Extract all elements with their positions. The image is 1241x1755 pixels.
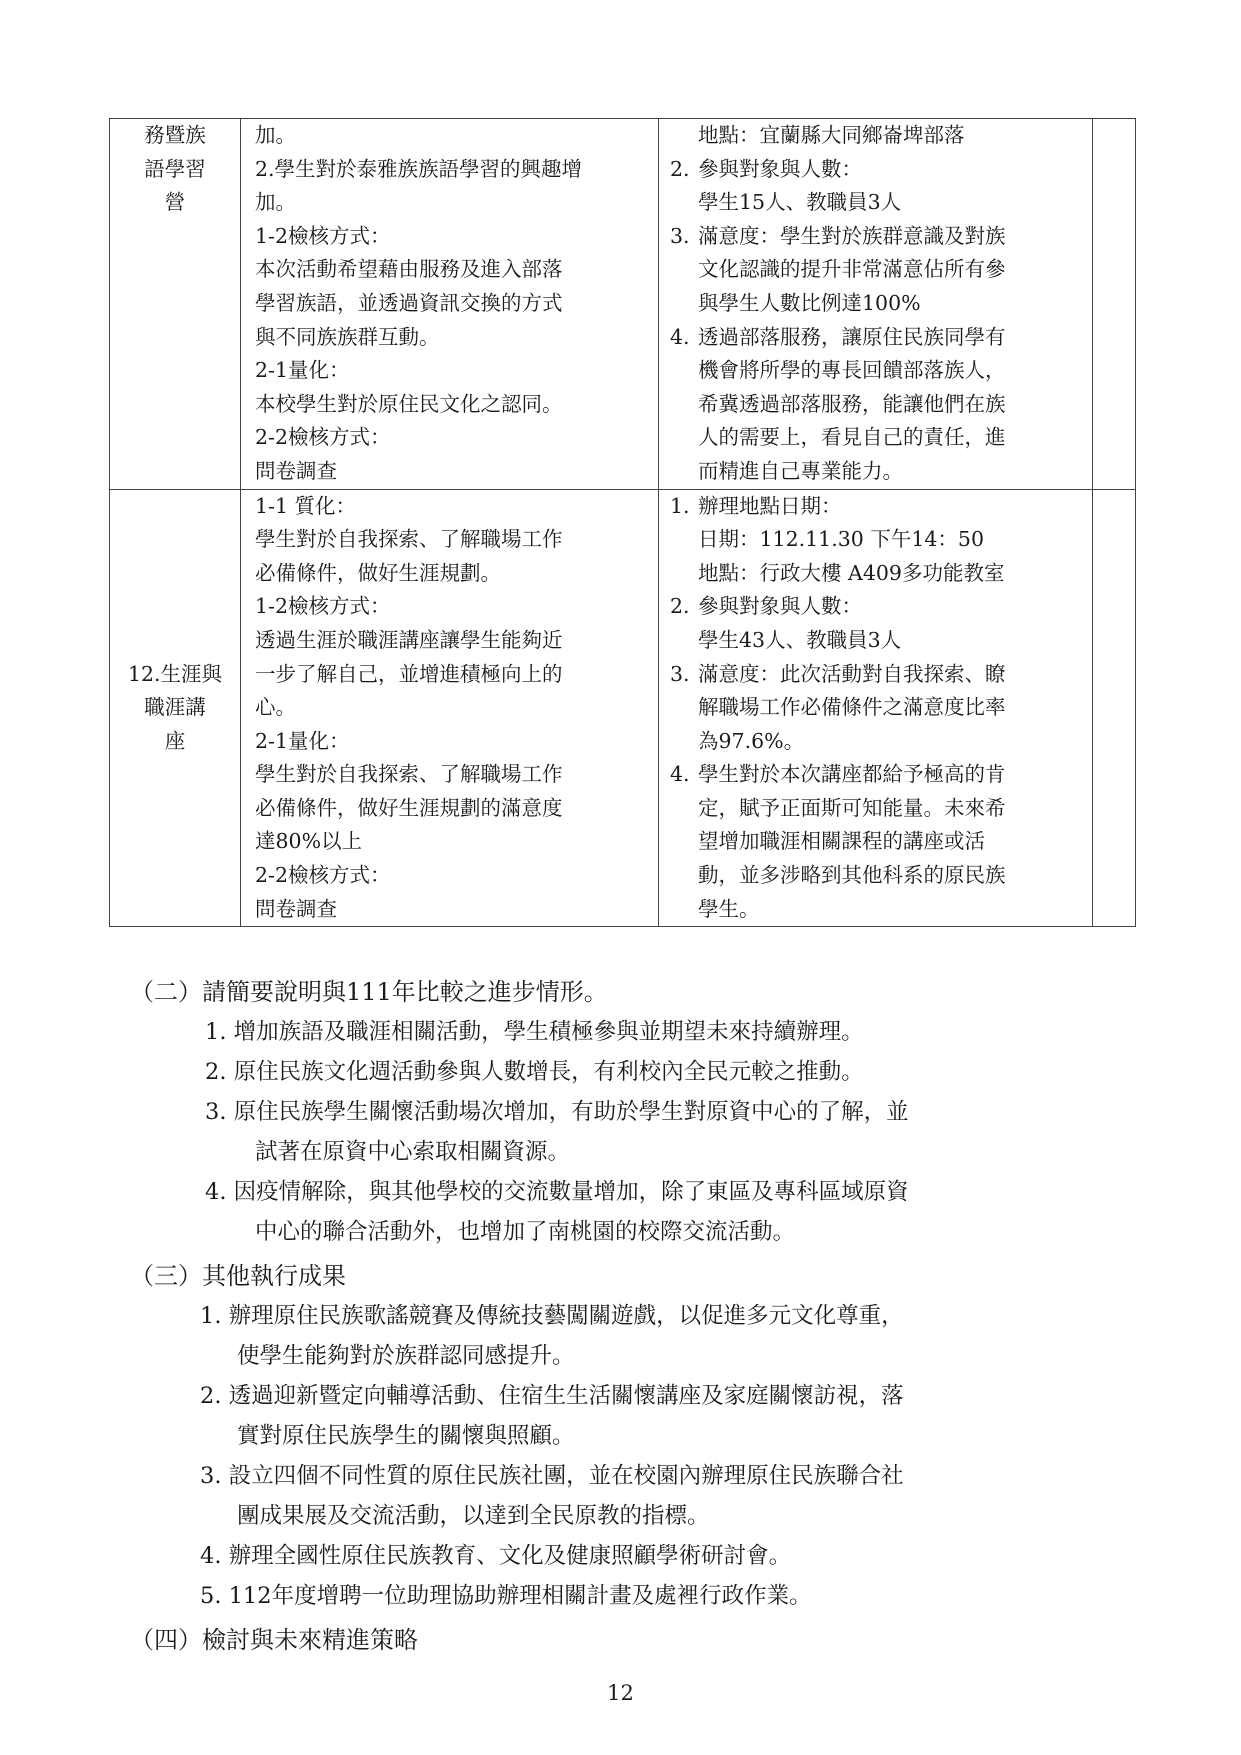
goal-line: 加。 (255, 190, 296, 215)
goal-line: 本校學生對於原住民文化之認同。 (255, 391, 563, 416)
item-name-cell (110, 119, 241, 490)
result-text: 學生15人、教職員3人 (698, 190, 902, 215)
goal-line: 1-2檢核方式： (255, 223, 391, 248)
item-name-cell (110, 489, 241, 927)
section-2-item: 3. 原住民族學生關懷活動場次增加，有助於學生對原資中心的了解，並 (205, 1099, 909, 1125)
result-text: 機會將所學的專長回饋部落族人， (698, 358, 1006, 383)
goal-line: 學生對於自我探索、了解職場工作 (255, 762, 563, 787)
section-2-heading: （二）請簡要說明與111年比較之進步情形。 (130, 978, 608, 1006)
goal-line: 學習族語，並透過資訊交換的方式 (255, 290, 563, 315)
result-line (670, 792, 1092, 826)
result-line (670, 725, 1092, 759)
section-2-item: 4. 因疫情解除，與其他學校的交流數量增加，除了東區及專科區域原資 (205, 1179, 909, 1205)
table-row-continued (110, 119, 1136, 490)
goal-cell (241, 489, 659, 927)
result-line (670, 186, 1092, 220)
section-2-item: 2. 原住民族文化週活動參與人數增長，有利校內全民元較之推動。 (205, 1059, 864, 1085)
result-text: 透過部落服務，讓原住民族同學有 (698, 324, 1006, 349)
result-text: 人的需要上，看見自己的責任，進 (698, 425, 1006, 450)
item-name-line: 職涯講 (144, 695, 206, 720)
result-num: 1. (670, 493, 690, 518)
goal-line: 1-2檢核方式： (255, 594, 391, 619)
result-line (670, 624, 1092, 658)
result-line (670, 287, 1092, 321)
result-num: 2. (670, 594, 690, 619)
goal-line: 與不同族族群互動。 (255, 324, 440, 349)
result-cell (659, 489, 1093, 927)
goal-line: 本次活動希望藉由服務及進入部落 (255, 257, 563, 282)
section-3-item: 2. 透過迎新暨定向輔導活動、住宿生生活關懷講座及家庭關懷訪視，落 (200, 1383, 904, 1409)
result-text: 學生43人、教職員3人 (698, 627, 902, 652)
result-text: 動，並多涉略到其他科系的原民族 (698, 863, 1006, 888)
section-2-item: 1. 增加族語及職涯相關活動，學生積極參與並期望未來持續辦理。 (205, 1019, 864, 1045)
goal-line: 2-2檢核方式： (255, 425, 391, 450)
section-3-item: 1. 辦理原住民族歌謠競賽及傳統技藝闖關遊戲，以促進多元文化尊重， (200, 1303, 904, 1329)
remarks-cell (1093, 489, 1136, 927)
goal-line: 問卷調查 (255, 458, 337, 483)
goal-cell (241, 119, 659, 490)
result-line (670, 557, 1092, 591)
result-line (670, 119, 1092, 153)
result-text: 而精進自己專業能力。 (698, 458, 903, 483)
goal-line: 一步了解自己，並增進積極向上的 (255, 661, 563, 686)
result-num: 4. (670, 762, 690, 787)
section-4-heading: （四）檢討與未來精進策略 (130, 1626, 418, 1654)
goal-line: 2.學生對於泰雅族族語學習的興趣增 (255, 156, 583, 181)
result-text: 學生對於本次講座都給予極高的肯 (698, 762, 1006, 787)
result-line (670, 388, 1092, 422)
result-num: 3. (670, 661, 690, 686)
result-line (670, 523, 1092, 557)
section-3-item: 4. 辦理全國性原住民族教育、文化及健康照顧學術研討會。 (200, 1543, 792, 1569)
result-line (670, 758, 1092, 792)
item-name-line: 12.生涯與 (127, 661, 223, 686)
section-3-item-cont: 團成果展及交流活動，以達到全民原教的指標。 (237, 1503, 710, 1529)
goal-line: 2-1量化： (255, 358, 350, 383)
goal-line: 1-1 質化： (255, 493, 357, 518)
result-line (670, 455, 1092, 489)
goal-line: 加。 (255, 123, 296, 147)
result-num: 4. (670, 324, 690, 349)
table-row-12 (110, 489, 1136, 927)
result-line (670, 354, 1092, 388)
result-text: 希冀透過部落服務，能讓他們在族 (698, 391, 1006, 416)
section-3-item-cont: 實對原住民族學生的關懷與照顧。 (237, 1423, 575, 1449)
result-line (670, 153, 1092, 187)
result-text: 辦理地點日期： (698, 493, 842, 518)
result-line (670, 421, 1092, 455)
goal-line: 達80%以上 (255, 829, 363, 854)
section-2-item-cont: 試著在原資中心索取相關資源。 (255, 1139, 571, 1165)
result-text: 參與對象與人數： (698, 156, 862, 181)
result-text: 日期：112.11.30 下午14：50 (698, 527, 985, 552)
result-text: 參與對象與人數： (698, 594, 862, 619)
result-line (670, 658, 1092, 692)
result-line (670, 490, 1092, 524)
section-2-item-cont: 中心的聯合活動外，也增加了南桃園的校際交流活動。 (255, 1219, 796, 1245)
goal-line: 透過生涯於職涯講座讓學生能夠近 (255, 627, 563, 652)
result-text: 望增加職涯相關課程的講座或活 (698, 829, 985, 854)
result-text: 地點：宜蘭縣大同鄉崙埤部落 (698, 123, 965, 147)
result-line (670, 253, 1092, 287)
results-table (109, 118, 1136, 927)
section-3-item: 5. 112年度增聘一位助理協助辦理相關計畫及處裡行政作業。 (200, 1583, 812, 1609)
section-3-item: 3. 設立四個不同性質的原住民族社團，並在校園內辦理原住民族聯合社 (200, 1463, 904, 1489)
result-text: 定，賦予正面斯可知能量。未來希 (698, 795, 1006, 820)
page-number: 12 (607, 1681, 634, 1705)
remarks-cell (1093, 119, 1136, 490)
goal-line: 必備條件，做好生涯規劃。 (255, 560, 501, 585)
result-line (670, 691, 1092, 725)
result-text: 與學生人數比例達100% (698, 290, 921, 315)
result-text: 解職場工作必備條件之滿意度比率 (698, 695, 1006, 720)
result-line (670, 825, 1092, 859)
goal-line: 2-2檢核方式： (255, 863, 391, 888)
result-num: 3. (670, 223, 690, 248)
item-name-line: 座 (164, 728, 186, 753)
result-text: 為97.6%。 (698, 728, 805, 753)
result-line (670, 893, 1092, 927)
item-name-line: 務暨族 (144, 123, 206, 147)
item-name-line: 營 (164, 190, 186, 215)
result-line (670, 590, 1092, 624)
goal-line: 心。 (255, 695, 296, 720)
result-line (670, 321, 1092, 355)
section-3-heading: （三）其他執行成果 (130, 1262, 346, 1290)
result-text: 學生。 (698, 896, 760, 921)
result-text: 滿意度：學生對於族群意識及對族 (698, 223, 1006, 248)
goal-line: 學生對於自我探索、了解職場工作 (255, 527, 563, 552)
item-name-line: 語學習 (144, 156, 206, 181)
result-text: 文化認識的提升非常滿意佔所有參 (698, 257, 1006, 282)
section-3-item-cont: 使學生能夠對於族群認同感提升。 (237, 1343, 575, 1369)
result-line (670, 220, 1092, 254)
result-text: 地點：行政大樓 A409多功能教室 (698, 560, 1005, 585)
result-text: 滿意度：此次活動對自我探索、瞭 (698, 661, 1006, 686)
result-cell (659, 119, 1093, 490)
goal-line: 問卷調查 (255, 896, 337, 921)
result-num: 2. (670, 156, 690, 181)
result-line (670, 859, 1092, 893)
goal-line: 必備條件，做好生涯規劃的滿意度 (255, 795, 563, 820)
goal-line: 2-1量化： (255, 728, 350, 753)
